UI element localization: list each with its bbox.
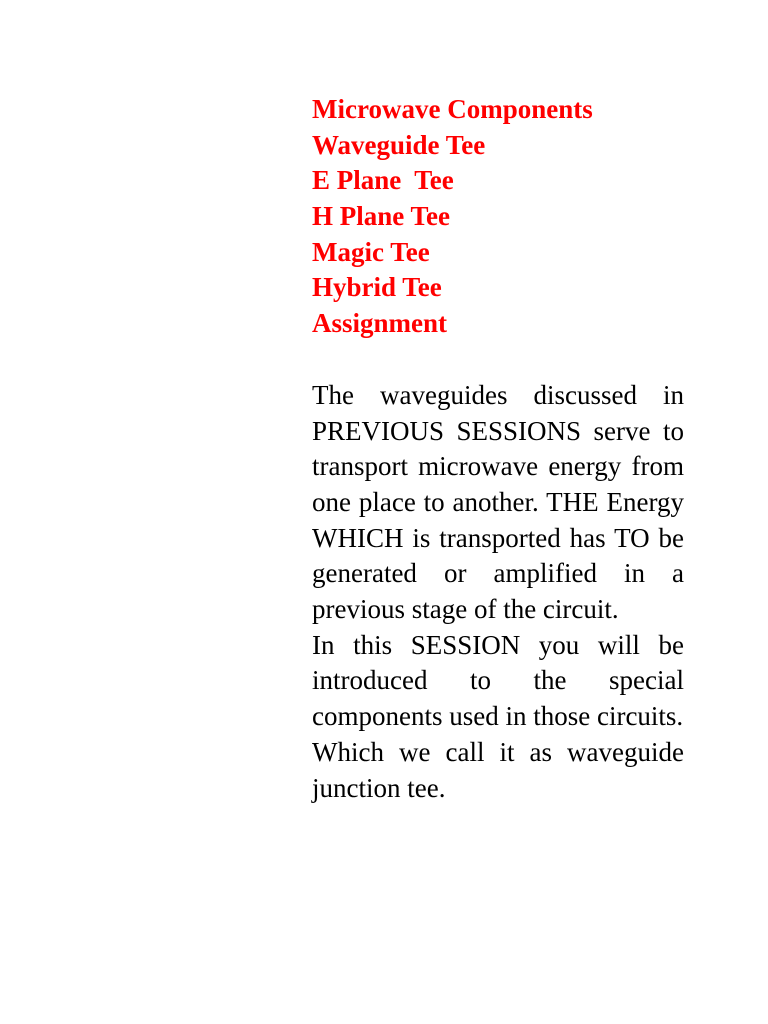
topic-heading: E Plane Tee	[312, 165, 454, 196]
paragraph: The waveguides discussed in PREVIOUS SESSIONS serve to transport microwave energy from one place to another. THE Energy WHICH is transported has TO be generated or amplified in a previous stage of the circuit.	[312, 379, 684, 625]
topic-heading: Waveguide Tee	[312, 129, 486, 160]
paragraph: In this SESSION you will be introduced to the special components used in those circuits.	[312, 629, 684, 732]
topic-heading: Hybrid Tee	[312, 272, 442, 303]
document-content	[312, 92, 684, 806]
paragraph: Which we call it as waveguide junction tee.	[312, 736, 684, 803]
topic-heading: H Plane Tee	[312, 201, 451, 232]
topic-heading: Magic Tee	[312, 236, 430, 267]
topic-heading: Assignment	[312, 308, 448, 339]
topic-heading: Microwave Components	[312, 94, 593, 124]
body-text	[312, 378, 684, 806]
topic-list	[312, 92, 684, 342]
